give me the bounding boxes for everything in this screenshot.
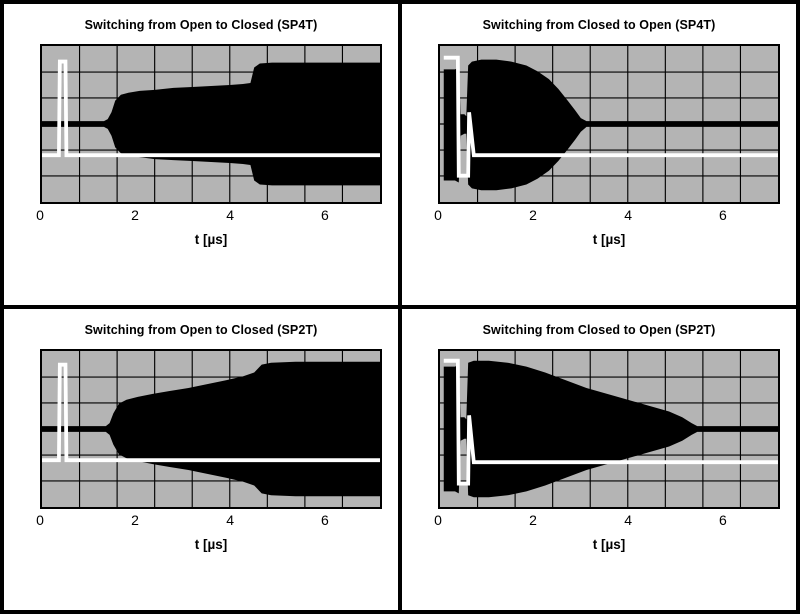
- x-tick-0: 0: [36, 512, 44, 528]
- x-tick-0: 0: [36, 207, 44, 223]
- plot-canvas-4: [440, 351, 778, 507]
- x-axis-label: t [µs]: [592, 232, 626, 247]
- rf-envelope-1: [42, 63, 380, 186]
- x-tick-6: 6: [718, 512, 727, 528]
- plot-area-sp4t-open-to-closed: [40, 44, 382, 204]
- plot-area-sp2t-closed-to-open: [438, 349, 780, 509]
- rf-envelope-path-1: [42, 63, 380, 186]
- x-tick-4: 4: [226, 512, 235, 528]
- rf-envelope-4: [444, 361, 778, 498]
- panel-sp2t-open-to-closed: [4, 309, 398, 610]
- x-tick-4: 4: [624, 207, 633, 223]
- plot-canvas-1: [42, 46, 380, 202]
- panel-sp4t-open-to-closed: [4, 4, 398, 305]
- panel-title: Switching from Closed to Open (SP2T): [482, 323, 716, 337]
- x-axis-label: t [µs]: [592, 537, 626, 552]
- rf-envelope-3: [42, 362, 380, 497]
- rf-envelope-path-4: [444, 361, 778, 498]
- panel-title: Switching from Closed to Open (SP4T): [482, 18, 716, 32]
- x-tick-2: 2: [131, 207, 139, 223]
- plot-canvas-3: [42, 351, 380, 507]
- panel-title: Switching from Open to Closed (SP2T): [84, 323, 318, 337]
- x-axis-ticks-3: [36, 512, 382, 530]
- plot-area-sp4t-closed-to-open: [438, 44, 780, 204]
- x-tick-0: 0: [434, 207, 442, 223]
- x-axis-label: t [µs]: [194, 537, 228, 552]
- x-tick-2: 2: [529, 207, 537, 223]
- rf-envelope-2: [444, 60, 778, 191]
- x-axis-label: t [µs]: [194, 232, 228, 247]
- x-tick-2: 2: [131, 512, 139, 528]
- x-tick-0: 0: [434, 512, 442, 528]
- x-tick-6: 6: [320, 207, 329, 223]
- x-axis-ticks-2: [434, 207, 780, 225]
- rf-envelope-path-3: [42, 362, 380, 497]
- plot-area-sp2t-open-to-closed: [40, 349, 382, 509]
- x-axis-ticks-1: [36, 207, 382, 225]
- x-tick-6: 6: [320, 512, 329, 528]
- x-axis-ticks-4: [434, 512, 780, 530]
- panel-sp2t-closed-to-open: [402, 309, 796, 610]
- x-tick-4: 4: [226, 207, 235, 223]
- x-tick-2: 2: [529, 512, 537, 528]
- panel-title: Switching from Open to Closed (SP4T): [84, 18, 318, 32]
- rf-envelope-path-2: [444, 60, 778, 191]
- x-tick-4: 4: [624, 512, 633, 528]
- plot-canvas-2: [440, 46, 778, 202]
- x-tick-6: 6: [718, 207, 727, 223]
- panel-sp4t-closed-to-open: [402, 4, 796, 305]
